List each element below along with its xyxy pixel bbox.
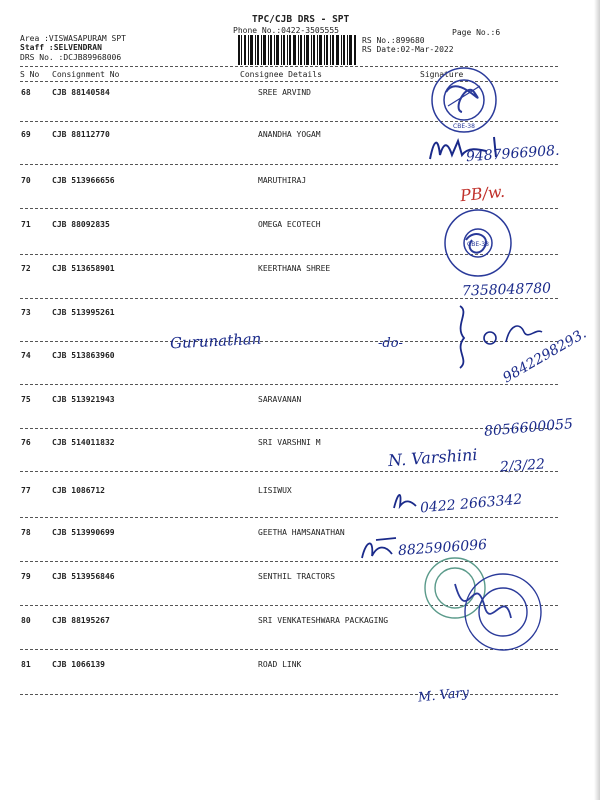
row-sno: 73 — [21, 308, 31, 317]
sheet-title: TPC/CJB DRS - SPT — [252, 14, 350, 25]
svg-text:CBE-38: CBE-38 — [453, 123, 475, 130]
col-signature: Signature — [420, 70, 464, 79]
row-consignment: CJB 513921943 — [52, 395, 115, 404]
row-consignee: SRI VENKATESHWARA PACKAGING — [258, 616, 389, 625]
row-sno: 77 — [21, 486, 31, 495]
row-divider — [20, 428, 558, 429]
scan-edge — [594, 0, 600, 800]
handwritten-mark: PB/w. — [459, 181, 506, 206]
handwritten-phone: 0422 2663342 — [419, 491, 523, 517]
row-sno: 74 — [21, 351, 31, 360]
row-divider — [20, 471, 558, 472]
company-stamp-venkateshwara — [415, 548, 555, 658]
row-consignment: CJB 88092835 — [52, 220, 110, 229]
col-consignee: Consignee Details — [240, 70, 322, 79]
handwritten-phone: 7358048780 — [461, 280, 552, 300]
area-label: Area :VISWASAPURAM SPT — [20, 34, 126, 43]
row-consignee: LISIWUX — [258, 486, 292, 495]
handwritten-date: 2/3/22 — [499, 456, 546, 476]
handwritten-name: Gurunathan — [169, 329, 262, 353]
phone-number: Phone No.:0422-3505555 — [233, 26, 339, 35]
signature-scribble — [356, 534, 400, 564]
row-sno: 79 — [21, 572, 31, 581]
drs-number: DRS No. :DCJB89968006 — [20, 53, 122, 62]
row-consignment: CJB 88140584 — [52, 88, 110, 97]
signature-scribble — [390, 488, 420, 512]
row-consignment: CJB 1066139 — [52, 660, 105, 669]
row-sno: 71 — [21, 220, 31, 229]
handwritten-phone: 8825906096 — [397, 536, 488, 560]
row-sno: 72 — [21, 264, 31, 273]
row-consignment: CJB 513990699 — [52, 528, 115, 537]
row-sno: 76 — [21, 438, 31, 447]
row-consignment: CJB 513995261 — [52, 308, 115, 317]
row-sno: 80 — [21, 616, 31, 625]
row-consignee: SENTHIL TRACTORS — [258, 572, 336, 581]
row-consignment: CJB 514011832 — [52, 438, 115, 447]
col-consignment: Consignment No — [52, 70, 120, 79]
row-sno: 68 — [21, 88, 31, 97]
rs-date: RS Date:02-Mar-2022 — [362, 45, 454, 54]
handwritten-phone: 9487966908. — [465, 142, 560, 166]
col-sno: S No — [20, 70, 40, 79]
handwritten-signature: M. Vary — [417, 685, 470, 706]
row-consignee: MARUTHIRAJ — [258, 176, 307, 185]
row-consignee: ROAD LINK — [258, 660, 302, 669]
row-sno: 75 — [21, 395, 31, 404]
row-consignee: SRI VARSHNI M — [258, 438, 321, 447]
row-consignee: SREE ARVIND — [258, 88, 311, 97]
row-consignee: ANANDHA YOGAM — [258, 130, 321, 139]
row-consignment: CJB 513956846 — [52, 572, 115, 581]
handwritten-ditto: -do- — [378, 336, 403, 351]
row-divider — [20, 384, 558, 385]
handwritten-phone: 8056600055 — [483, 416, 574, 440]
row-divider — [20, 517, 558, 518]
row-sno: 69 — [21, 130, 31, 139]
row-consignee: OMEGA ECOTECH — [258, 220, 321, 229]
company-stamp-omega-ecotech — [430, 206, 526, 280]
rs-number: RS No.:899680 — [362, 36, 425, 45]
barcode-graphic — [238, 35, 356, 65]
staff-label: Staff :SELVENDRAN — [20, 43, 102, 52]
handwritten-signature: N. Varshini — [387, 444, 479, 471]
row-consignment: CJB 88112770 — [52, 130, 110, 139]
row-sno: 81 — [21, 660, 31, 669]
row-consignment: CJB 513658901 — [52, 264, 115, 273]
handwritten-phone: 9842298293. — [500, 325, 590, 387]
page-number: Page No.:6 — [452, 28, 501, 37]
row-sno: 78 — [21, 528, 31, 537]
row-sno: 70 — [21, 176, 31, 185]
svg-text:CBE-38: CBE-38 — [467, 241, 489, 248]
row-divider — [20, 694, 558, 695]
row-consignee: GEETHA HAMSANATHAN — [258, 528, 345, 537]
company-stamp-sree-enterprises — [418, 62, 510, 134]
row-consignment: CJB 513863960 — [52, 351, 115, 360]
row-consignment: CJB 513966656 — [52, 176, 115, 185]
row-consignment: CJB 1086712 — [52, 486, 105, 495]
row-consignee: KEERTHANA SHREE — [258, 264, 331, 273]
row-consignee: SARAVANAN — [258, 395, 302, 404]
row-consignment: CJB 88195267 — [52, 616, 110, 625]
